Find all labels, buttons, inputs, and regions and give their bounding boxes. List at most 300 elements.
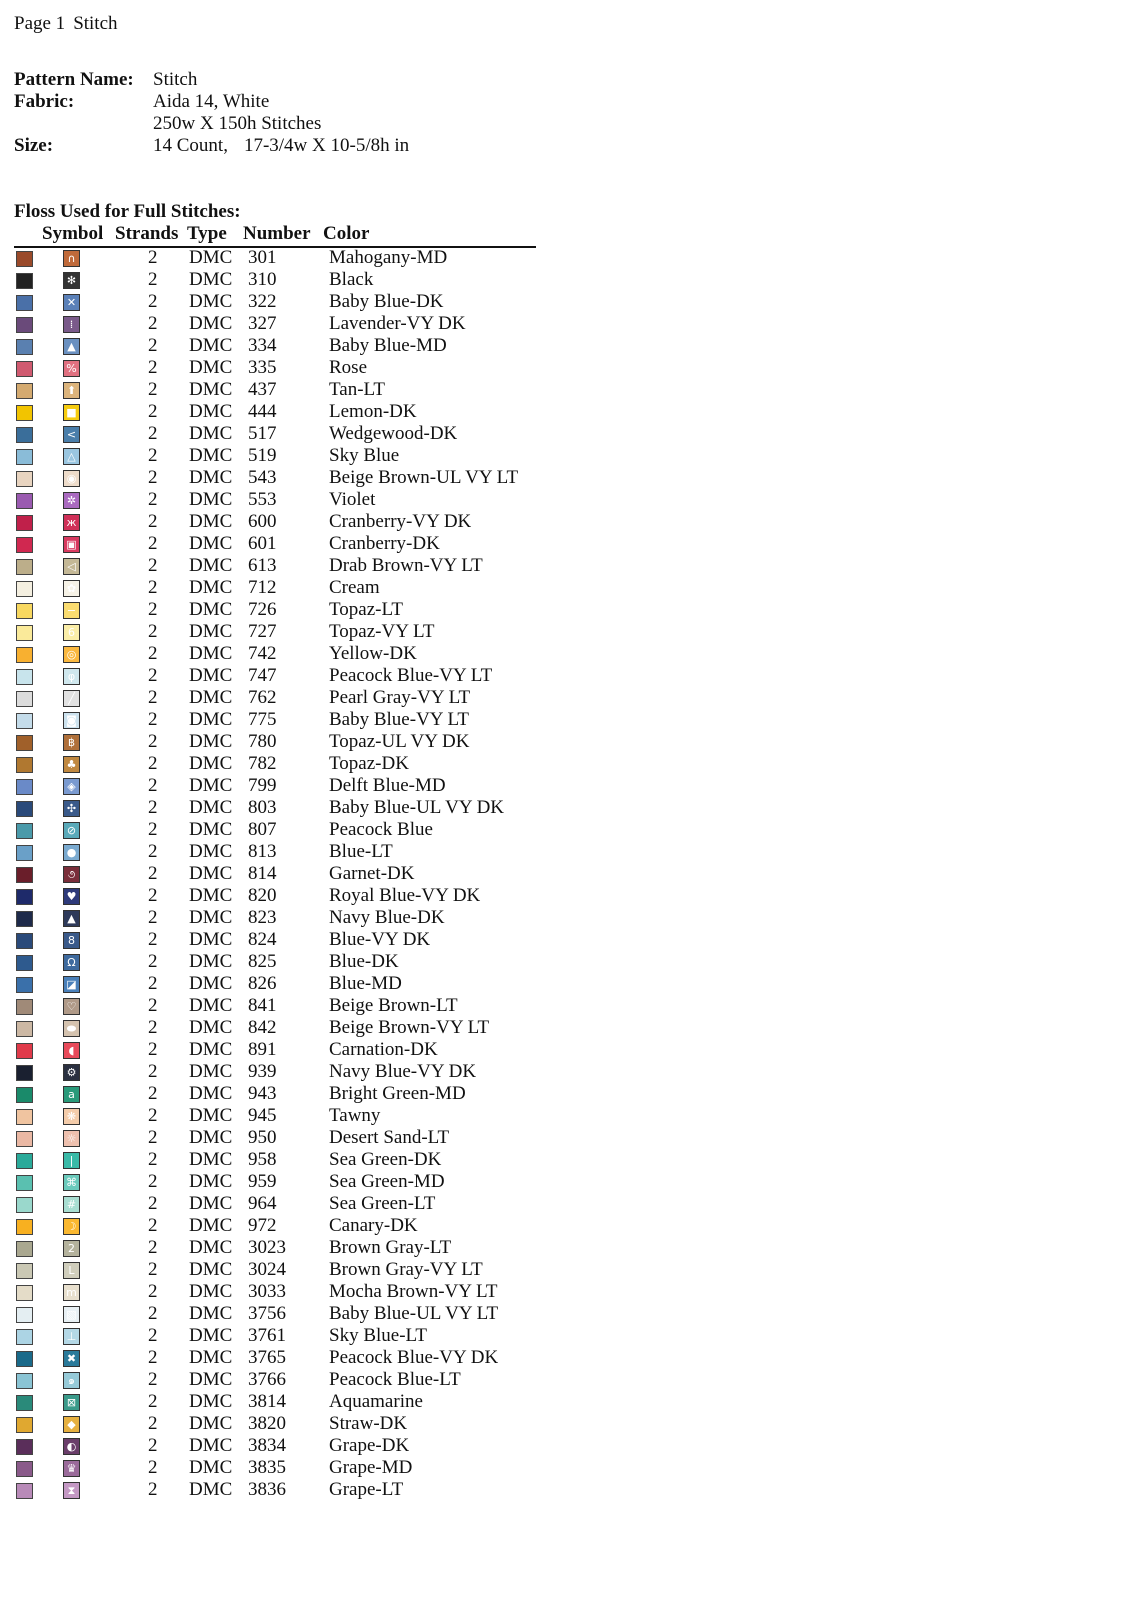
floss-row xyxy=(14,1061,574,1083)
floss-row xyxy=(14,709,574,731)
type-cell: DMC xyxy=(189,555,233,576)
type-cell: DMC xyxy=(189,929,233,950)
floss-row xyxy=(14,1347,574,1369)
number-cell: 3761 xyxy=(248,1325,286,1346)
color-swatch xyxy=(16,1043,33,1059)
type-cell: DMC xyxy=(189,973,233,994)
strands-cell: 2 xyxy=(148,819,158,840)
type-cell: DMC xyxy=(189,665,233,686)
strands-cell: 2 xyxy=(148,797,158,818)
strands-cell: 2 xyxy=(148,423,158,444)
color-swatch xyxy=(16,999,33,1015)
type-cell: DMC xyxy=(189,1237,233,1258)
number-cell: 842 xyxy=(248,1017,277,1038)
strands-cell: 2 xyxy=(148,489,158,510)
floss-row xyxy=(14,1457,574,1479)
fabric-label: Fabric: xyxy=(14,91,75,112)
number-cell: 727 xyxy=(248,621,277,642)
type-cell: DMC xyxy=(189,1105,233,1126)
stitch-symbol-icon: △ xyxy=(63,448,80,465)
type-cell: DMC xyxy=(189,863,233,884)
floss-row xyxy=(14,1017,574,1039)
floss-row xyxy=(14,885,574,907)
floss-row xyxy=(14,907,574,929)
type-cell: DMC xyxy=(189,1281,233,1302)
size-value xyxy=(153,135,409,157)
floss-row xyxy=(14,1149,574,1171)
color-swatch xyxy=(16,669,33,685)
floss-row xyxy=(14,533,574,555)
type-cell: DMC xyxy=(189,687,233,708)
color-name-cell: Straw-DK xyxy=(329,1413,408,1434)
stitch-symbol-icon: 2 xyxy=(63,1240,80,1257)
stitch-symbol-icon: ⚙ xyxy=(63,1064,80,1081)
number-cell: 334 xyxy=(248,335,277,356)
color-name-cell: Canary-DK xyxy=(329,1215,418,1236)
number-cell: 3024 xyxy=(248,1259,286,1280)
color-name-cell: Sea Green-LT xyxy=(329,1193,436,1214)
stitch-symbol-icon: ฿ xyxy=(63,734,80,751)
stitch-symbol-icon: ⌘ xyxy=(63,1174,80,1191)
strands-cell: 2 xyxy=(148,599,158,620)
stitch-symbol-icon: ◈ xyxy=(63,778,80,795)
type-cell: DMC xyxy=(189,753,233,774)
number-cell: 945 xyxy=(248,1105,277,1126)
stitch-symbol-icon: ⬬ xyxy=(63,1020,80,1037)
type-cell: DMC xyxy=(189,533,233,554)
color-name-cell: Mahogany-MD xyxy=(329,247,448,268)
strands-cell: 2 xyxy=(148,1479,158,1500)
number-cell: 747 xyxy=(248,665,277,686)
number-cell: 813 xyxy=(248,841,277,862)
number-cell: 799 xyxy=(248,775,277,796)
stitch-symbol-icon: ⁞ xyxy=(63,316,80,333)
number-cell: 742 xyxy=(248,643,277,664)
type-cell: DMC xyxy=(189,1303,233,1324)
number-cell: 3023 xyxy=(248,1237,286,1258)
strands-cell: 2 xyxy=(148,335,158,356)
color-swatch xyxy=(16,1439,33,1455)
type-cell: DMC xyxy=(189,269,233,290)
type-cell: DMC xyxy=(189,731,233,752)
fabric-value: Aida 14, White xyxy=(153,91,270,112)
number-cell: 712 xyxy=(248,577,277,598)
col-color: Color xyxy=(323,223,370,244)
strands-cell: 2 xyxy=(148,731,158,752)
stitch-symbol-icon: ⧗ xyxy=(63,1482,80,1499)
color-swatch xyxy=(16,1461,33,1477)
floss-row xyxy=(14,1171,574,1193)
number-cell: 444 xyxy=(248,401,277,422)
color-swatch xyxy=(16,1373,33,1389)
pattern-name-value: Stitch xyxy=(153,69,198,90)
type-cell: DMC xyxy=(189,1193,233,1214)
strands-cell: 2 xyxy=(148,1193,158,1214)
strands-cell: 2 xyxy=(148,1127,158,1148)
stitch-symbol-icon: ■ xyxy=(63,404,80,421)
floss-row xyxy=(14,1259,574,1281)
stitch-symbol-icon: ⊘ xyxy=(63,822,80,839)
floss-row xyxy=(14,577,574,599)
floss-row xyxy=(14,1413,574,1435)
number-cell: 437 xyxy=(248,379,277,400)
strands-cell: 2 xyxy=(148,1369,158,1390)
color-name-cell: Topaz-LT xyxy=(329,599,403,620)
floss-row xyxy=(14,687,574,709)
color-swatch xyxy=(16,933,33,949)
floss-row xyxy=(14,819,574,841)
color-swatch xyxy=(16,537,33,553)
floss-table-header xyxy=(14,222,536,248)
strands-cell: 2 xyxy=(148,555,158,576)
strands-cell: 2 xyxy=(148,885,158,906)
color-swatch xyxy=(16,603,33,619)
floss-row xyxy=(14,1193,574,1215)
color-swatch xyxy=(16,559,33,575)
color-name-cell: Sky Blue-LT xyxy=(329,1325,427,1346)
type-cell: DMC xyxy=(189,489,233,510)
floss-row xyxy=(14,797,574,819)
floss-row xyxy=(14,929,574,951)
strands-cell: 2 xyxy=(148,1039,158,1060)
strands-cell: 2 xyxy=(148,313,158,334)
number-cell: 601 xyxy=(248,533,277,554)
floss-row xyxy=(14,1435,574,1457)
color-name-cell: Baby Blue-UL VY DK xyxy=(329,797,505,818)
type-cell: DMC xyxy=(189,313,233,334)
strands-cell: 2 xyxy=(148,643,158,664)
number-cell: 3820 xyxy=(248,1413,286,1434)
type-cell: DMC xyxy=(189,1149,233,1170)
color-swatch xyxy=(16,735,33,751)
number-cell: 950 xyxy=(248,1127,277,1148)
color-swatch xyxy=(16,1065,33,1081)
color-name-cell: Baby Blue-MD xyxy=(329,335,447,356)
color-name-cell: Aquamarine xyxy=(329,1391,423,1412)
color-name-cell: Peacock Blue-LT xyxy=(329,1369,461,1390)
strands-cell: 2 xyxy=(148,1215,158,1236)
color-swatch xyxy=(16,779,33,795)
strands-cell: 2 xyxy=(148,687,158,708)
floss-row xyxy=(14,445,574,467)
type-cell: DMC xyxy=(189,577,233,598)
type-cell: DMC xyxy=(189,841,233,862)
size-count: 14 Count, xyxy=(153,135,228,156)
color-name-cell: Lavender-VY DK xyxy=(329,313,466,334)
color-swatch xyxy=(16,1285,33,1301)
number-cell: 517 xyxy=(248,423,277,444)
number-cell: 3766 xyxy=(248,1369,286,1390)
stitch-symbol-icon: ☼ xyxy=(63,1130,80,1147)
number-cell: 943 xyxy=(248,1083,277,1104)
stitch-symbol-icon: < xyxy=(63,426,80,443)
strands-cell: 2 xyxy=(148,533,158,554)
color-name-cell: Navy Blue-VY DK xyxy=(329,1061,477,1082)
stitch-symbol-icon: ▲ xyxy=(63,910,80,927)
color-swatch xyxy=(16,889,33,905)
type-cell: DMC xyxy=(189,621,233,642)
stitch-symbol-icon: | xyxy=(63,1152,80,1169)
color-name-cell: Royal Blue-VY DK xyxy=(329,885,481,906)
floss-row xyxy=(14,247,574,269)
floss-row xyxy=(14,423,574,445)
strands-cell: 2 xyxy=(148,907,158,928)
color-name-cell: Sky Blue xyxy=(329,445,400,466)
floss-row xyxy=(14,951,574,973)
number-cell: 3836 xyxy=(248,1479,286,1500)
color-swatch xyxy=(16,449,33,465)
strands-cell: 2 xyxy=(148,1325,158,1346)
page-header xyxy=(14,13,118,35)
strands-cell: 2 xyxy=(148,863,158,884)
strands-cell: 2 xyxy=(148,511,158,532)
floss-row xyxy=(14,1039,574,1061)
number-cell: 3756 xyxy=(248,1303,286,1324)
color-swatch xyxy=(16,911,33,927)
floss-row xyxy=(14,1237,574,1259)
color-name-cell: Tan-LT xyxy=(329,379,386,400)
type-cell: DMC xyxy=(189,951,233,972)
number-cell: 782 xyxy=(248,753,277,774)
strands-cell: 2 xyxy=(148,1457,158,1478)
number-cell: 301 xyxy=(248,247,277,268)
color-name-cell: Beige Brown-VY LT xyxy=(329,1017,490,1038)
color-name-cell: Beige Brown-LT xyxy=(329,995,458,1016)
strands-cell: 2 xyxy=(148,467,158,488)
color-name-cell: Black xyxy=(329,269,374,290)
size-label: Size: xyxy=(14,135,54,156)
col-strands: Strands xyxy=(115,223,179,244)
type-cell: DMC xyxy=(189,1457,233,1478)
stitch-symbol-icon: 6 xyxy=(63,624,80,641)
strands-cell: 2 xyxy=(148,1281,158,1302)
color-name-cell: Mocha Brown-VY LT xyxy=(329,1281,498,1302)
number-cell: 726 xyxy=(248,599,277,620)
stitch-symbol-icon: ∩ xyxy=(63,250,80,267)
stitch-symbol-icon: ♡ xyxy=(63,998,80,1015)
color-swatch xyxy=(16,339,33,355)
color-name-cell: Baby Blue-VY LT xyxy=(329,709,470,730)
color-swatch xyxy=(16,251,33,267)
floss-row xyxy=(14,1479,574,1501)
strands-cell: 2 xyxy=(148,1413,158,1434)
type-cell: DMC xyxy=(189,907,233,928)
stitch-symbol-icon: ◪ xyxy=(63,976,80,993)
number-cell: 807 xyxy=(248,819,277,840)
floss-row xyxy=(14,357,574,379)
color-name-cell: Baby Blue-UL VY LT xyxy=(329,1303,499,1324)
floss-row xyxy=(14,313,574,335)
color-name-cell: Baby Blue-DK xyxy=(329,291,444,312)
color-swatch xyxy=(16,647,33,663)
number-cell: 841 xyxy=(248,995,277,1016)
type-cell: DMC xyxy=(189,467,233,488)
color-name-cell: Rose xyxy=(329,357,367,378)
color-name-cell: Beige Brown-UL VY LT xyxy=(329,467,519,488)
color-name-cell: Pearl Gray-VY LT xyxy=(329,687,471,708)
number-cell: 310 xyxy=(248,269,277,290)
color-swatch xyxy=(16,845,33,861)
floss-row xyxy=(14,1391,574,1413)
pattern-name-label: Pattern Name: xyxy=(14,69,134,90)
number-cell: 959 xyxy=(248,1171,277,1192)
color-name-cell: Grape-DK xyxy=(329,1435,410,1456)
strands-cell: 2 xyxy=(148,1259,158,1280)
color-name-cell: Blue-DK xyxy=(329,951,399,972)
color-name-cell: Cream xyxy=(329,577,380,598)
floss-row xyxy=(14,489,574,511)
color-name-cell: Sea Green-DK xyxy=(329,1149,442,1170)
type-cell: DMC xyxy=(189,357,233,378)
stitch-symbol-icon: % xyxy=(63,360,80,377)
color-swatch xyxy=(16,1219,33,1235)
color-name-cell: Grape-LT xyxy=(329,1479,404,1500)
floss-row xyxy=(14,511,574,533)
type-cell: DMC xyxy=(189,643,233,664)
stitch-symbol-icon: ◉ xyxy=(63,470,80,487)
color-swatch xyxy=(16,383,33,399)
color-swatch xyxy=(16,1329,33,1345)
floss-section-title: Floss Used for Full Stitches: xyxy=(14,201,241,222)
color-swatch xyxy=(16,1197,33,1213)
color-name-cell: Navy Blue-DK xyxy=(329,907,445,928)
color-swatch xyxy=(16,317,33,333)
strands-cell: 2 xyxy=(148,291,158,312)
stitches-value: 250w X 150h Stitches xyxy=(153,113,322,134)
stitch-symbol-icon: ♥ xyxy=(63,888,80,905)
number-cell: 3835 xyxy=(248,1457,286,1478)
number-cell: 3033 xyxy=(248,1281,286,1302)
number-cell: 825 xyxy=(248,951,277,972)
color-name-cell: Topaz-DK xyxy=(329,753,409,774)
strands-cell: 2 xyxy=(148,577,158,598)
stitch-symbol-icon: ◖ xyxy=(63,1042,80,1059)
floss-table-body xyxy=(14,247,574,1501)
floss-row xyxy=(14,841,574,863)
number-cell: 958 xyxy=(248,1149,277,1170)
color-name-cell: Bright Green-MD xyxy=(329,1083,466,1104)
number-cell: 939 xyxy=(248,1061,277,1082)
color-swatch xyxy=(16,1241,33,1257)
number-cell: 820 xyxy=(248,885,277,906)
color-swatch xyxy=(16,1417,33,1433)
floss-row xyxy=(14,269,574,291)
color-swatch xyxy=(16,581,33,597)
strands-cell: 2 xyxy=(148,1303,158,1324)
page-title: Stitch xyxy=(73,13,118,34)
color-name-cell: Violet xyxy=(329,489,376,510)
number-cell: 3765 xyxy=(248,1347,286,1368)
color-swatch xyxy=(16,691,33,707)
stitch-symbol-icon: m xyxy=(63,1284,80,1301)
number-cell: 335 xyxy=(248,357,277,378)
floss-row xyxy=(14,775,574,797)
color-swatch xyxy=(16,405,33,421)
stitch-symbol-icon: 8 xyxy=(63,932,80,949)
color-name-cell: Delft Blue-MD xyxy=(329,775,446,796)
floss-row xyxy=(14,863,574,885)
strands-cell: 2 xyxy=(148,841,158,862)
color-swatch xyxy=(16,1153,33,1169)
type-cell: DMC xyxy=(189,511,233,532)
color-swatch xyxy=(16,625,33,641)
number-cell: 972 xyxy=(248,1215,277,1236)
color-swatch xyxy=(16,713,33,729)
color-swatch xyxy=(16,1307,33,1323)
number-cell: 519 xyxy=(248,445,277,466)
type-cell: DMC xyxy=(189,423,233,444)
floss-row xyxy=(14,1325,574,1347)
strands-cell: 2 xyxy=(148,1017,158,1038)
floss-row xyxy=(14,665,574,687)
color-name-cell: Cranberry-VY DK xyxy=(329,511,472,532)
color-swatch xyxy=(16,273,33,289)
type-cell: DMC xyxy=(189,1017,233,1038)
stitch-symbol-icon: ♣ xyxy=(63,756,80,773)
color-name-cell: Yellow-DK xyxy=(329,643,417,664)
color-swatch xyxy=(16,471,33,487)
number-cell: 803 xyxy=(248,797,277,818)
type-cell: DMC xyxy=(189,995,233,1016)
strands-cell: 2 xyxy=(148,753,158,774)
floss-row xyxy=(14,335,574,357)
strands-cell: 2 xyxy=(148,709,158,730)
color-name-cell: Grape-MD xyxy=(329,1457,413,1478)
color-name-cell: Tawny xyxy=(329,1105,381,1126)
strands-cell: 2 xyxy=(148,269,158,290)
floss-row xyxy=(14,1281,574,1303)
color-name-cell: Garnet-DK xyxy=(329,863,415,884)
type-cell: DMC xyxy=(189,1325,233,1346)
size-dimensions: 17-3/4w X 10-5/8h in xyxy=(243,135,410,156)
color-name-cell: Desert Sand-LT xyxy=(329,1127,450,1148)
color-name-cell: Peacock Blue xyxy=(329,819,433,840)
floss-row xyxy=(14,1127,574,1149)
stitch-symbol-icon: ✿ xyxy=(63,580,80,597)
number-cell: 3834 xyxy=(248,1435,286,1456)
type-cell: DMC xyxy=(189,599,233,620)
strands-cell: 2 xyxy=(148,1435,158,1456)
stitch-symbol-icon: − xyxy=(63,602,80,619)
stitch-symbol-icon: ⊠ xyxy=(63,1394,80,1411)
color-swatch xyxy=(16,515,33,531)
color-swatch xyxy=(16,801,33,817)
number-cell: 780 xyxy=(248,731,277,752)
stitch-symbol-icon: ✣ xyxy=(63,800,80,817)
type-cell: DMC xyxy=(189,401,233,422)
number-cell: 322 xyxy=(248,291,277,312)
stitch-symbol-icon: L xyxy=(63,1262,80,1279)
stitch-symbol-icon: ⊥ xyxy=(63,1328,80,1345)
type-cell: DMC xyxy=(189,247,233,268)
strands-cell: 2 xyxy=(148,379,158,400)
number-cell: 775 xyxy=(248,709,277,730)
color-swatch xyxy=(16,757,33,773)
type-cell: DMC xyxy=(189,379,233,400)
type-cell: DMC xyxy=(189,1215,233,1236)
strands-cell: 2 xyxy=(148,1171,158,1192)
type-cell: DMC xyxy=(189,1259,233,1280)
type-cell: DMC xyxy=(189,1083,233,1104)
col-symbol: Symbol xyxy=(42,223,104,244)
type-cell: DMC xyxy=(189,1391,233,1412)
color-swatch xyxy=(16,977,33,993)
floss-row xyxy=(14,621,574,643)
color-swatch xyxy=(16,1175,33,1191)
type-cell: DMC xyxy=(189,1171,233,1192)
type-cell: DMC xyxy=(189,1479,233,1500)
strands-cell: 2 xyxy=(148,401,158,422)
